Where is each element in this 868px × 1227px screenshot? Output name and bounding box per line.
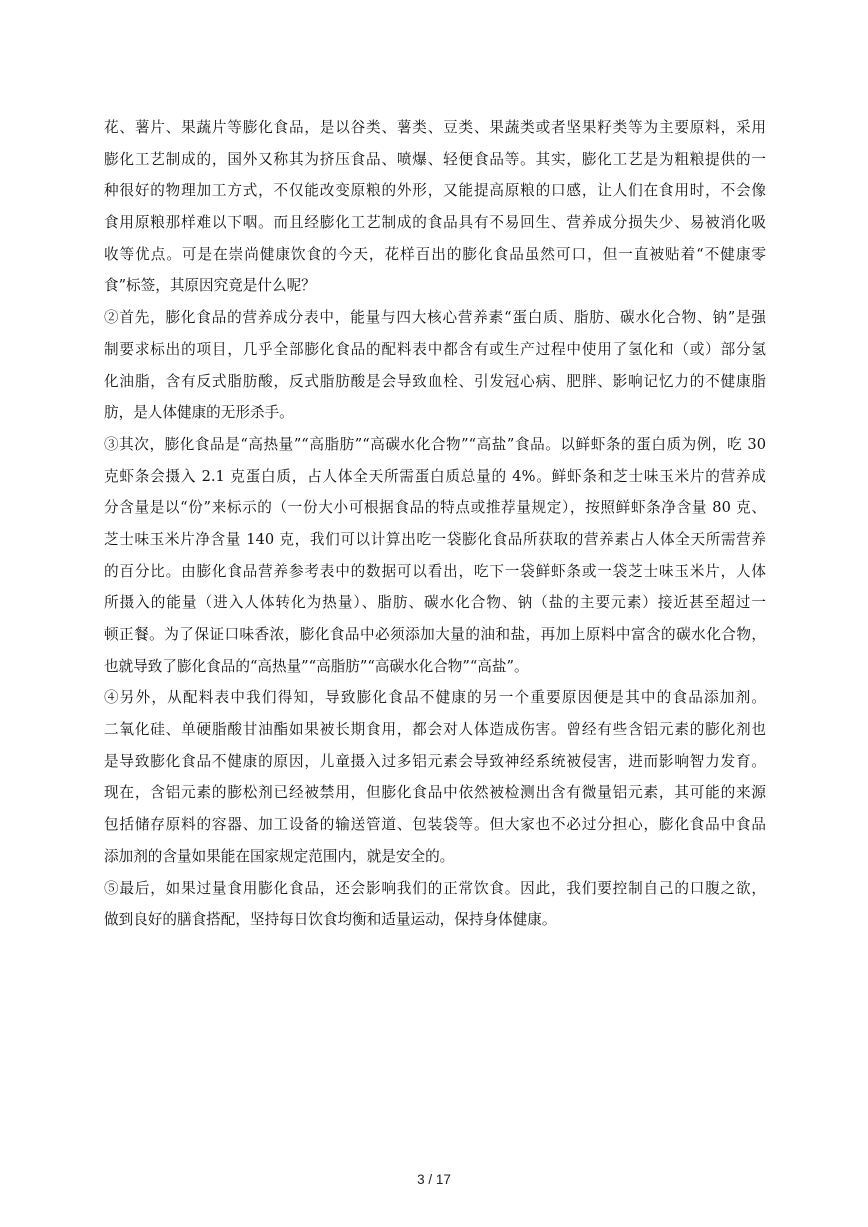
paragraph-3 xyxy=(104,429,766,683)
text-line: 包括储存原料的容器、加工设备的输送管道、包装袋等。但大家也不必过分担心，膨化食品中食品 xyxy=(104,816,766,834)
text-line: 也就导致了膨化食品的“高热量”“高脂肪”“高碳水化合物”“高盐”。 xyxy=(104,657,529,675)
paragraph-2 xyxy=(104,302,766,429)
text-line: 食用原粮那样难以下咽。而且经膨化工艺制成的食品具有不易回生、营养成分损失少、易被消化吸 xyxy=(104,214,766,232)
text-line: 添加剂的含量如果能在国家规定范围内，就是安全的。 xyxy=(104,847,455,865)
text-line: 制要求标出的项目，几乎全部膨化食品的配料表中都含有或生产过程中使用了氢化和（或）部分氢 xyxy=(104,340,766,358)
text-line: ⑤最后，如果过量食用膨化食品，还会影响我们的正常饮食。因此，我们要控制自己的口腹之欲， xyxy=(104,879,766,897)
text-line: 所摄入的能量（进入人体转化为热量）、脂肪、碳水化合物、钠（盐的主要元素）接近甚至超过一 xyxy=(104,594,766,612)
paragraph-1 xyxy=(104,112,766,302)
text-line: 种很好的物理加工方式，不仅能改变原粮的外形，又能提高原粮的口感，让人们在食用时，不会像 xyxy=(104,182,766,200)
text-line: 的百分比。由膨化食品营养参考表中的数据可以看出，吃下一袋鲜虾条或一袋芝士味玉米片，人体 xyxy=(104,562,766,580)
text-line: 食”标签，其原因究竟是什么呢？ xyxy=(104,277,316,295)
text-line: 现在，含铝元素的膨松剂已经被禁用，但膨化食品中依然被检测出含有微量铝元素，其可能的来源 xyxy=(104,784,766,802)
text-line: 二氧化硅、单硬脂酸甘油酯如果被长期食用，都会对人体造成伤害。曾经有些含铝元素的膨化剂也 xyxy=(104,721,766,739)
text-line: 做到良好的膳食搭配，坚持每日饮食均衡和适量运动，保持身体健康。 xyxy=(104,911,557,929)
text-line: 顿正餐。为了保证口味香浓，膨化食品中必须添加大量的油和盐，再加上原料中富含的碳水化合物， xyxy=(104,626,766,643)
text-line: 芝士味玉米片净含量 140 克，我们可以计算出吃一袋膨化食品所获取的营养素占人体全天所需营养 xyxy=(104,530,766,548)
document-body xyxy=(104,112,766,936)
text-line: 收等优点。可是在崇尚健康饮食的今天，花样百出的膨化食品虽然可口，但一直被贴着“不健康零 xyxy=(104,245,766,263)
text-line: 克虾条会摄入 2.1 克蛋白质，占人体全天所需蛋白质总量的 4%。鲜虾条和芝士味玉米片的营养成 xyxy=(104,467,766,485)
text-line: ②首先，膨化食品的营养成分表中，能量与四大核心营养素“蛋白质、脂肪、碳水化合物、钠”是强 xyxy=(104,309,766,327)
text-line: ③其次，膨化食品是“高热量”“高脂肪”“高碳水化合物”“高盐”食品。以鲜虾条的蛋白质为例，吃 30 xyxy=(104,435,766,453)
paragraph-5 xyxy=(104,873,766,936)
page-number: 3 / 17 xyxy=(417,1172,451,1187)
text-line: 化油脂，含有反式脂肪酸，反式脂肪酸是会导致血栓、引发冠心病、肥胖、影响记忆力的不健康脂 xyxy=(104,372,766,390)
text-line: ④另外，从配料表中我们得知，导致膨化食品不健康的另一个重要原因便是其中的食品添加剂。 xyxy=(104,689,766,707)
text-line: 分含量是以“份”来标示的（一份大小可根据食品的特点或推荐量规定），按照鲜虾条净含量 80 克、 xyxy=(104,499,766,517)
text-line: 花、薯片、果蔬片等膨化食品，是以谷类、薯类、豆类、果蔬类或者坚果籽类等为主要原料，采用 xyxy=(104,119,766,136)
text-line: 膨化工艺制成的，国外又称其为挤压食品、喷爆、轻便食品等。其实，膨化工艺是为粗粮提供的一 xyxy=(104,150,766,168)
text-line: 是导致膨化食品不健康的原因，儿童摄入过多铝元素会导致神经系统被侵害，进而影响智力发育。 xyxy=(104,752,766,770)
paragraph-4 xyxy=(104,682,766,872)
text-line: 肪，是人体健康的无形杀手。 xyxy=(104,404,294,422)
